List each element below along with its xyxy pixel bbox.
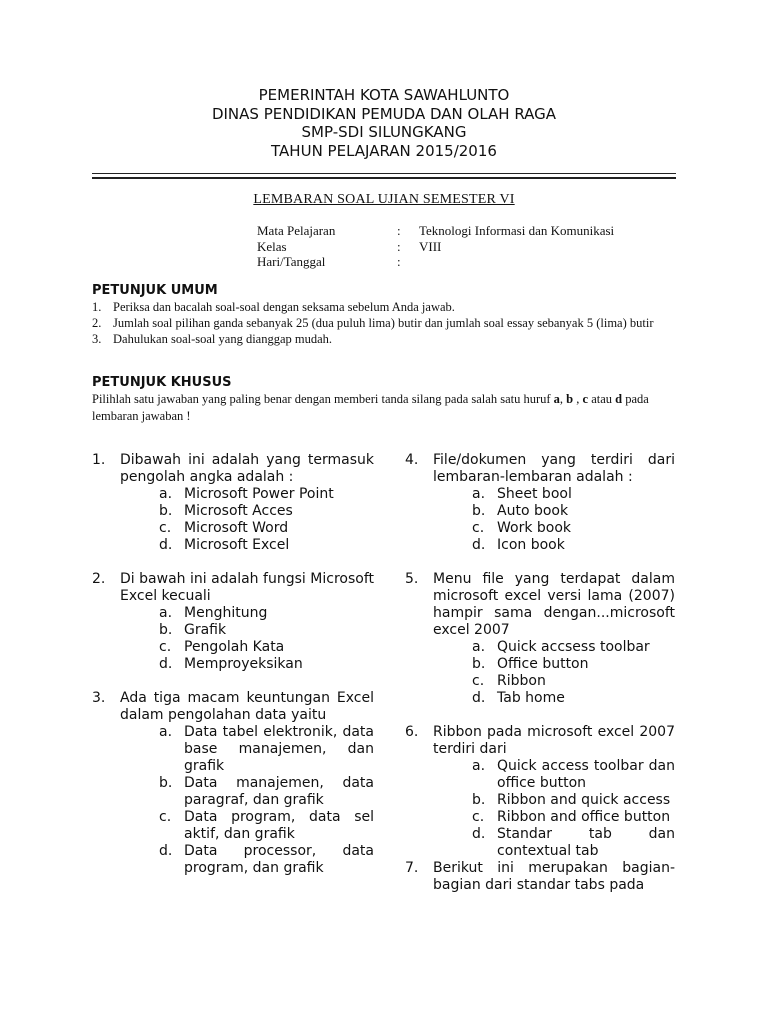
answer-option [472, 656, 675, 673]
answer-option [472, 690, 675, 707]
question-item [92, 452, 374, 554]
answer-options [472, 486, 675, 554]
answer-option [472, 673, 675, 690]
answer-options [472, 758, 675, 860]
option-letter: d. [159, 843, 173, 859]
petunjuk-umum-list [92, 299, 682, 347]
option-text: Microsoft Word [184, 520, 289, 536]
question-item [92, 690, 374, 877]
answer-option [159, 809, 374, 843]
question-item [405, 571, 675, 707]
info-label: Mata Pelajaran [257, 223, 336, 238]
answer-option [159, 622, 374, 639]
question-item [92, 571, 374, 673]
answer-options [159, 724, 374, 877]
info-colon: : [397, 254, 401, 269]
answer-option [472, 503, 675, 520]
option-text: Quick accsess toolbar [497, 639, 650, 655]
option-text: Tab home [497, 690, 565, 706]
option-text: Sheet bool [497, 486, 572, 502]
option-text: Standar tab dan contextual tab [497, 826, 675, 859]
option-letter: c. [159, 809, 172, 825]
list-item [92, 315, 682, 331]
option-letter: b. [472, 792, 486, 808]
option-letter: d. [159, 656, 173, 672]
answer-option [472, 809, 675, 826]
info-row-class [257, 239, 614, 255]
option-letter: d. [472, 690, 486, 706]
header-government: PEMERINTAH KOTA SAWAHLUNTO [258, 86, 510, 104]
info-row-date [257, 254, 614, 270]
info-row-subject [257, 223, 614, 239]
answer-option [472, 826, 675, 860]
answer-option [159, 486, 374, 503]
instruction-text: atau [588, 392, 616, 406]
list-item-number: 1. [92, 300, 102, 314]
option-letter: b. [159, 775, 173, 791]
question-text: File/dokumen yang terdiri dari lembaran-lembaran adalah : [433, 452, 675, 485]
option-text: Quick access toolbar dan office button [497, 758, 675, 791]
option-text: Auto book [497, 503, 569, 519]
option-letter: a. [159, 724, 173, 740]
option-letter: c. [472, 520, 485, 536]
header-academic-year: TAHUN PELAJARAN 2015/2016 [271, 141, 497, 160]
list-item-text: Jumlah soal pilihan ganda sebanyak 25 (dua puluh lima) butir dan jumlah soal essay sebanyak 5 (lima) butir [113, 316, 654, 330]
option-letter: a. [472, 639, 486, 655]
option-letter: d. [159, 537, 173, 553]
option-text: Office button [497, 656, 589, 672]
answer-option [472, 758, 675, 792]
answer-option [472, 639, 675, 656]
letterhead [0, 86, 768, 160]
question-body [433, 571, 675, 707]
question-number: 5. [405, 571, 419, 587]
question-number: 6. [405, 724, 419, 740]
option-letter: c. [472, 809, 485, 825]
answer-option [159, 520, 374, 537]
question-item [405, 452, 675, 554]
choice-letter: a [553, 392, 560, 406]
option-text: Ribbon [497, 673, 546, 689]
answer-option [159, 775, 374, 809]
answer-option [159, 537, 374, 554]
questions-left-column [92, 452, 374, 894]
instruction-text: pada lembaran jawaban ! [92, 392, 649, 423]
question-body [120, 452, 374, 554]
choice-letter: d [615, 392, 623, 406]
separator: , [559, 392, 567, 406]
answer-option [472, 792, 675, 809]
option-text: Ribbon and office button [497, 809, 671, 825]
option-letter: b. [159, 622, 173, 638]
separator: , [573, 392, 583, 406]
list-item-number: 3. [92, 332, 102, 346]
answer-option [472, 520, 675, 537]
answer-options [159, 605, 374, 673]
answer-options [472, 639, 675, 707]
answer-option [159, 843, 374, 877]
question-body [120, 690, 374, 877]
option-text: Microsoft Power Point [184, 486, 334, 502]
option-letter: b. [159, 503, 173, 519]
option-text: Work book [497, 520, 572, 536]
option-text: Data processor, data program, dan grafik [184, 843, 374, 876]
answer-option [159, 605, 374, 622]
petunjuk-khusus-title: PETUNJUK KHUSUS [92, 375, 232, 390]
questions-right-column [405, 452, 675, 911]
petunjuk-umum-title: PETUNJUK UMUM [92, 283, 218, 298]
question-body [433, 452, 675, 554]
option-text: Data manajemen, data paragraf, dan grafik [184, 775, 374, 808]
option-letter: c. [159, 639, 172, 655]
question-body [433, 724, 675, 860]
list-item-number: 2. [92, 316, 102, 330]
option-letter: c. [159, 520, 172, 536]
option-text: Pengolah Kata [184, 639, 285, 655]
option-letter: a. [159, 486, 173, 502]
answer-option [159, 724, 374, 775]
question-number: 2. [92, 571, 106, 587]
option-text: Ribbon and quick access [497, 792, 671, 808]
answer-option [472, 486, 675, 503]
info-label: Hari/Tanggal [257, 254, 326, 269]
exam-title: LEMBARAN SOAL UJIAN SEMESTER VI [253, 192, 515, 207]
option-text: Data tabel elektronik, data base manajemen, dan grafik [184, 724, 374, 774]
question-number: 3. [92, 690, 106, 706]
answer-option [472, 537, 675, 554]
question-text: Ada tiga macam keuntungan Excel dalam pengolahan data yaitu [120, 690, 374, 723]
exam-info [257, 223, 614, 270]
option-letter: b. [472, 656, 486, 672]
question-text: Berikut ini merupakan bagian-bagian dari standar tabs pada [433, 860, 675, 893]
header-divider-thick [92, 177, 676, 179]
question-number: 1. [92, 452, 106, 468]
petunjuk-khusus-text [92, 391, 672, 425]
list-item-text: Periksa dan bacalah soal-soal dengan seksama sebelum Anda jawab. [113, 300, 455, 314]
info-colon: : [397, 223, 401, 238]
list-item [92, 299, 682, 315]
option-text: Memproyeksikan [184, 656, 303, 672]
option-text: Grafik [184, 622, 227, 638]
option-text: Menghitung [184, 605, 268, 621]
info-value: VIII [419, 238, 442, 254]
header-divider-thin [92, 173, 676, 174]
question-number: 4. [405, 452, 419, 468]
option-letter: a. [472, 758, 486, 774]
option-letter: d. [472, 826, 486, 842]
choice-letter: c [582, 392, 589, 406]
question-text: Dibawah ini adalah yang termasuk pengolah angka adalah : [120, 452, 374, 485]
info-colon: : [397, 238, 401, 254]
question-body [120, 571, 374, 673]
question-body [433, 860, 675, 894]
option-letter: d. [472, 537, 486, 553]
option-text: Microsoft Excel [184, 537, 290, 553]
header-department: DINAS PENDIDIKAN PEMUDA DAN OLAH RAGA [211, 104, 557, 123]
info-value: Teknologi Informasi dan Komunikasi [419, 223, 615, 238]
instruction-text: Pilihlah satu jawaban yang paling benar dengan memberi tanda silang pada salah satu huruf [92, 392, 554, 406]
question-text: Di bawah ini adalah fungsi Microsoft Excel kecuali [120, 571, 374, 604]
option-letter: a. [472, 486, 486, 502]
option-text: Icon book [497, 537, 565, 553]
choice-letter: b [566, 392, 574, 406]
option-text: Data program, data sel aktif, dan grafik [184, 809, 374, 842]
question-item [405, 860, 675, 894]
list-item [92, 331, 682, 347]
answer-option [159, 639, 374, 656]
question-text: Menu file yang terdapat dalam microsoft excel versi lama (2007) hampir sama dengan...microsoft excel 2007 [433, 571, 675, 638]
answer-options [159, 486, 374, 554]
answer-option [159, 503, 374, 520]
option-letter: b. [472, 503, 486, 519]
option-text: Microsoft Acces [184, 503, 293, 519]
info-label: Kelas [257, 238, 287, 254]
question-number: 7. [405, 860, 419, 876]
option-letter: c. [472, 673, 485, 689]
option-letter: a. [159, 605, 173, 621]
answer-option [159, 656, 374, 673]
question-item [405, 724, 675, 860]
list-item-text: Dahulukan soal-soal yang dianggap mudah. [113, 332, 333, 346]
header-school: SMP-SDI SILUNGKANG [301, 123, 467, 141]
question-text: Ribbon pada microsoft excel 2007 terdiri dari [433, 724, 675, 757]
